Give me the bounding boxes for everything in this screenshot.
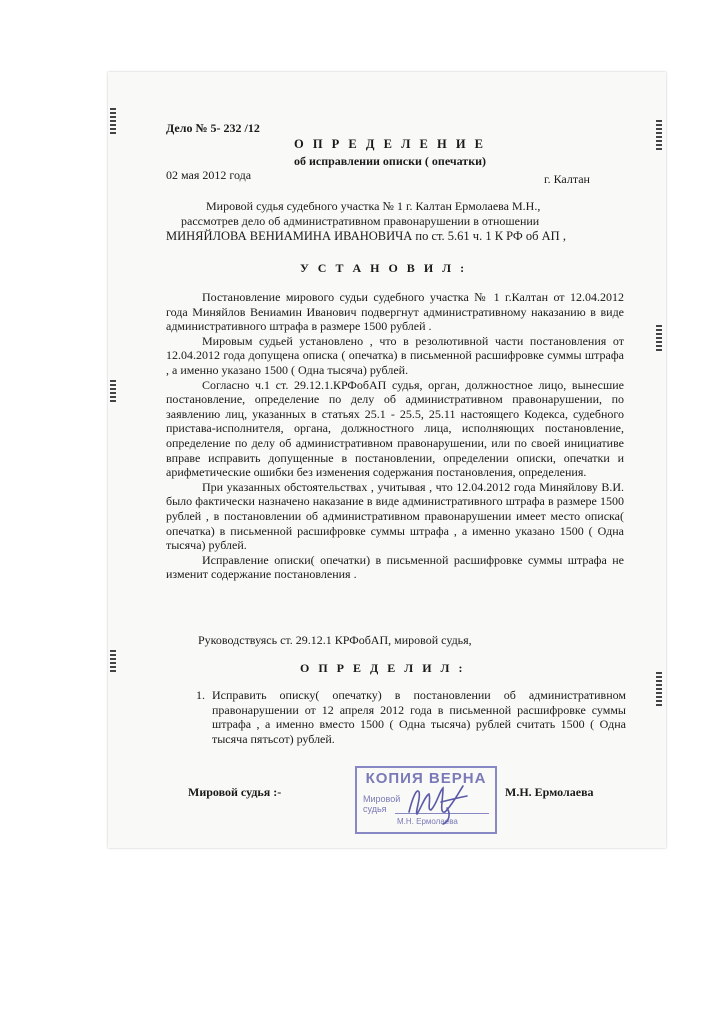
handwritten-signature	[403, 778, 473, 828]
intro-line: Мировой судья судебного участка № 1 г. Калтан Ермолаева М.Н.,	[206, 199, 541, 213]
document-title: О П Р Е Д Е Л Е Н И Е	[293, 137, 487, 151]
document-date: 02 мая 2012 года	[166, 168, 252, 182]
body-paragraph: Исправление описки( опечатки) в письменной расшифровке суммы штрафа не изменит содержание постановления .	[166, 552, 624, 582]
guided-by-line: Руководствуясь ст. 29.12.1 КРФобАП, мировой судья,	[198, 633, 472, 647]
intro-line: МИНЯЙЛОВА ВЕНИАМИНА ИВАНОВИЧА по ст. 5.61 ч. 1 К РФ об АП ,	[166, 229, 566, 243]
binding-holes	[656, 325, 662, 351]
established-heading: У С Т А Н О В И Л :	[300, 261, 468, 275]
decision-number: 1.	[196, 688, 205, 702]
intro-line: рассмотрев дело об административном правонарушении в отношении	[181, 214, 540, 228]
signer-name: М.Н. Ермолаева	[505, 785, 594, 799]
document-subtitle: об исправлении описки ( опечатки)	[293, 154, 487, 168]
signature-label: Мировой судья :-	[188, 785, 282, 799]
case-number: Дело № 5- 232 /12	[166, 121, 260, 135]
stamp-name: М.Н. Ермолаева	[397, 817, 458, 826]
body-paragraph: Постановление мирового судьи судебного участка № 1 г.Калтан от 12.04.2012 года Миняйлов Вениамин Иванович подвергнут административному наказанию в виде административного штрафа в размере 1500 рублей .	[166, 290, 624, 334]
stamp-heading: КОПИЯ ВЕРНА	[365, 770, 487, 787]
body-paragraph: Согласно ч.1 ст. 29.12.1.КРФобАП судья, орган, должностное лицо, вынесшие постановление, определение по делу об административном правонарушении, по заявлению лиц, указанных в статьях 25.1 - 25.5, 25.11 настоящего Кодекса, судебного пристава-исполнителя, органа, должностного лица, исполняющих постановление, определение по делу об административном правонарушении, или по своей инициативе вправе исправить допущенные в постановлении, определении описки, опечатки и арифметические ошибки без изменения содержания постановления, определения.	[166, 377, 624, 480]
body-paragraph: Мировым судьей установлено , что в резолютивной части постановления от 12.04.2012 года допущена описка ( опечатка) в письменной расшифровке суммы штрафа , а именно указано 1500 ( Одна тысяча) рублей.	[166, 333, 624, 377]
decision-text: Исправить описку( опечатку) в постановлении об административном правонарушении от 12 апреля 2012 года в письменной расшифровке суммы штрафа , а именно вместо 1500 ( Одна тысяча) рублей считать 1500 ( Одна тысяча пятьсот) рублей.	[212, 688, 626, 746]
binding-holes	[110, 108, 116, 134]
decided-heading: О П Р Е Д Е Л И Л :	[300, 661, 466, 675]
binding-holes	[110, 650, 116, 672]
body-paragraph: При указанных обстоятельствах , учитывая , что 12.04.2012 года Миняйлову В.И. было фактически назначено наказание в виде административного штрафа в размере 1500 рублей , в постановлении об административном правонарушении имеет место описка( опечатка) в письменной расшифровке суммы штрафа , а именно указано 1500 ( Одна тысяча) рублей.	[166, 479, 624, 553]
binding-holes	[656, 120, 662, 150]
document-city: г. Калтан	[544, 172, 590, 186]
established-body	[166, 290, 624, 582]
stamp-role: Мировой судья	[363, 794, 401, 814]
binding-holes	[656, 672, 662, 706]
binding-holes	[110, 380, 116, 404]
